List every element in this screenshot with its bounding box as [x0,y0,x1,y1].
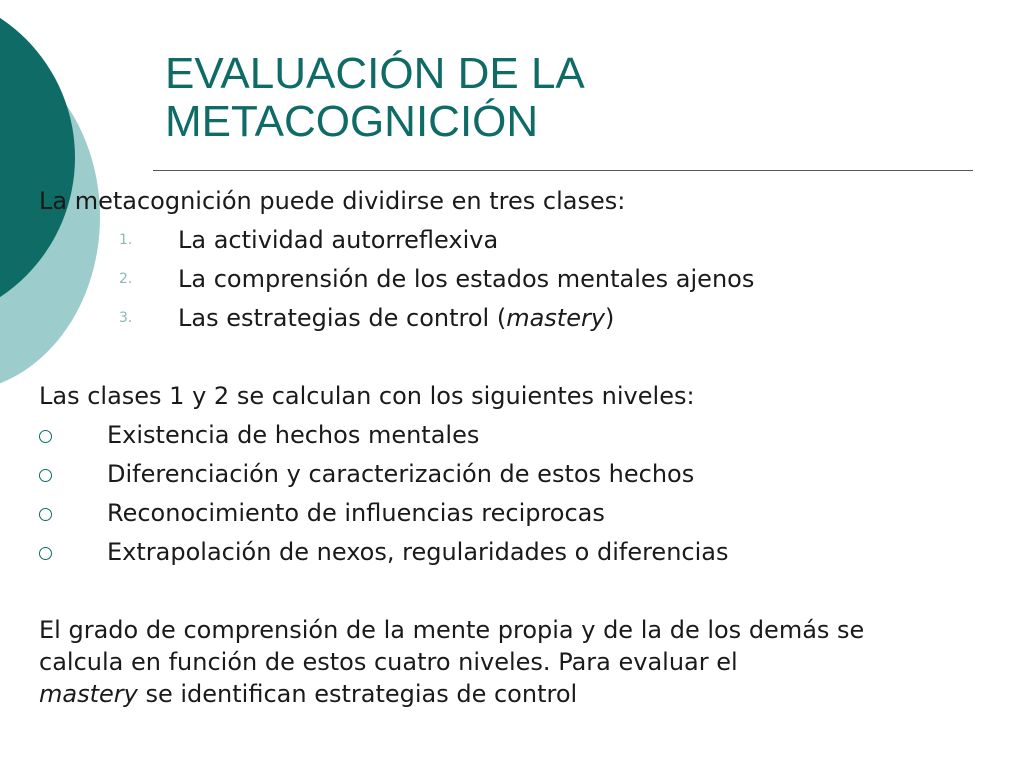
numbered-item-3 [39,302,999,341]
hollow-circle-bullet-icon [39,508,52,521]
title-line-1: EVALUACIÓN DE LA [165,49,585,98]
title-divider [153,170,973,171]
spacer [39,341,999,380]
bullet-item-2 [39,458,999,497]
paragraph-line-2: calcula en función de estos cuatro niveles. Para evaluar el [39,648,738,676]
item-text-3-italic: mastery [506,304,606,332]
item-number-2: 2. [119,271,133,287]
spacer [39,575,999,614]
title-line-2: METACOGNICIÓN [165,97,539,146]
section1-intro: La metacognición puede dividirse en tres clases: [39,187,626,215]
bullet-text-4: Extrapolación de nexos, regularidades o diferencias [107,538,729,566]
bullet-item-1 [39,419,999,458]
item-text-1: La actividad autorreflexiva [178,226,499,254]
numbered-item-1 [39,224,999,263]
bullet-text-1: Existencia de hechos mentales [107,421,480,449]
paragraph-italic-word: mastery [39,680,138,708]
paragraph-line-1: El grado de comprensión de la mente propia y de la de los demás se [39,616,865,644]
slide-title [165,50,985,146]
hollow-circle-bullet-icon [39,547,52,560]
hollow-circle-bullet-icon [39,469,52,482]
bullet-text-3: Reconocimiento de influencias reciprocas [107,499,605,527]
item-number-3: 3. [119,310,133,326]
section2-intro: Las clases 1 y 2 se calculan con los siguientes niveles: [39,382,695,410]
item-text-3-before: Las estrategias de control ( [178,304,507,332]
paragraph-line-3 [39,678,1024,710]
hollow-circle-bullet-icon [39,430,52,443]
numbered-item-2 [39,263,999,302]
item-text-2: La comprensión de los estados mentales ajenos [178,265,755,293]
item-number-1: 1. [119,232,133,248]
item-text-3-after: ) [605,304,615,332]
bullet-item-4 [39,536,999,575]
bullet-text-2: Diferenciación y caracterización de estos hechos [107,460,695,488]
slide-body [39,185,999,710]
bullet-item-3 [39,497,999,536]
paragraph-line-3-rest: se identifican estrategias de control [137,680,578,708]
section3-paragraph [39,614,1024,710]
